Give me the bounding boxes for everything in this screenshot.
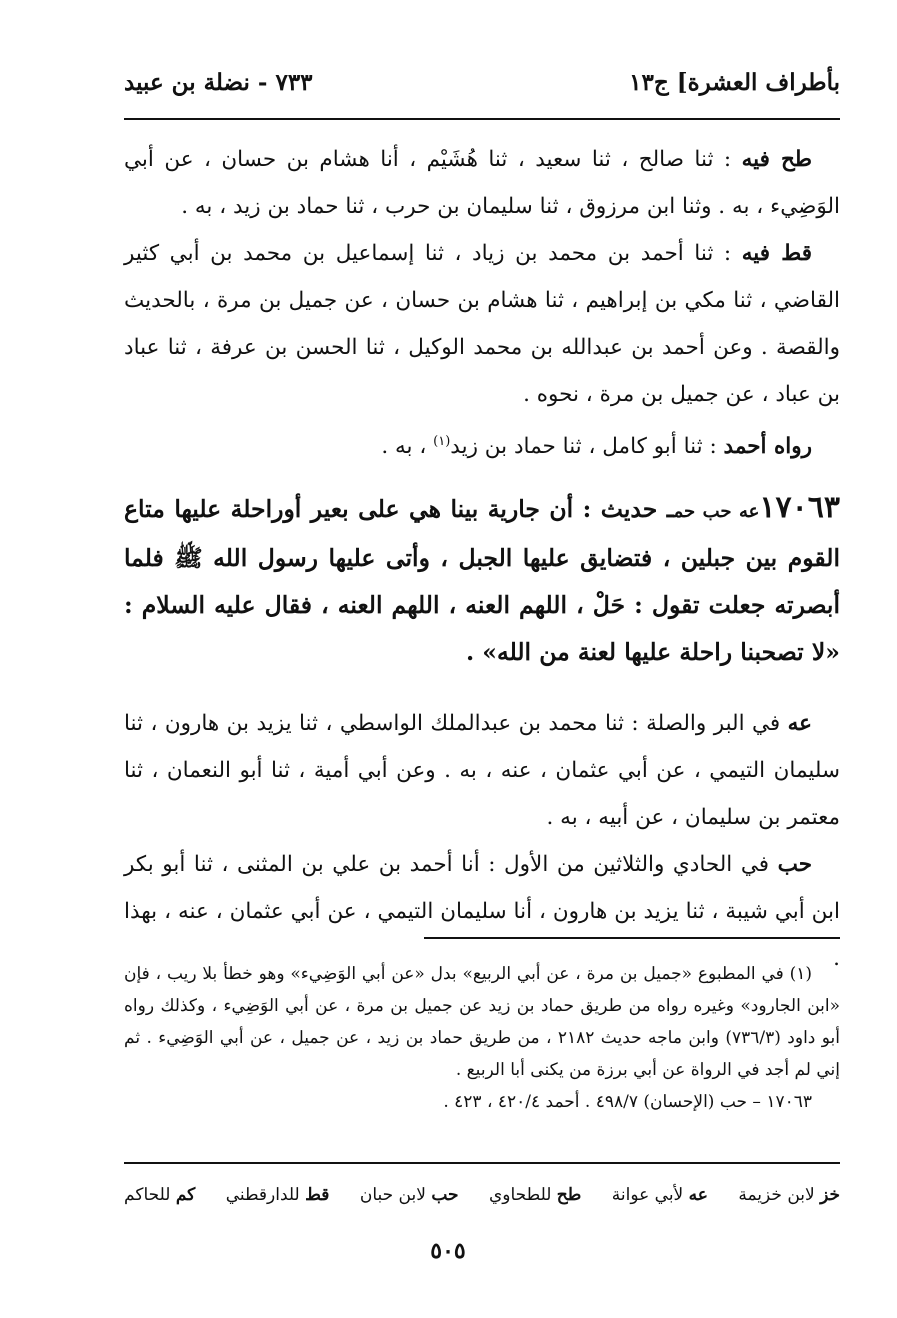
paragraph-lead: حب — [777, 851, 812, 877]
paragraph-text: : ثنا أبو كامل ، ثنا حماد بن زيد — [450, 434, 724, 460]
footnotes — [124, 958, 840, 1118]
paragraph-abu-awana — [124, 700, 840, 841]
running-header — [124, 62, 840, 102]
hadith-text: ـ حديث : أن جارية بينا هي على بعير أوراحلة عليها متاع القوم بين جبلين ، فتضايق عليها الجبل ، وأتى عليها رسول الله ﷺ فلما أبصرته جعلت تقول : حَلْ ، اللهم العنه ، اللهم العنه ، فقال عليه السلام : «لا تصحبنا راحلة عليها لعنة من الله» . — [124, 495, 840, 667]
legend-item: قط للدارقطني — [225, 1185, 330, 1205]
header-book-title: بأطراف العشرة] ج١٣ — [629, 68, 840, 96]
legend-item: طح للطحاوي — [488, 1185, 582, 1205]
paragraph-lead: قط فيه — [741, 241, 812, 266]
legend-item: حب لابن حبان — [359, 1185, 459, 1205]
paragraph-text: : ثنا صالح ، ثنا سعيد ، ثنا هُشَيْم ، أنا هشام بن حسان ، عن أبي الوَضِيء ، به . وثنا ابن مرزوق ، ثنا سليمان بن حرب ، ثنا حماد بن زيد ، به . — [124, 147, 840, 219]
footnote-1: (١) في المطبوع «جميل بن مرة ، عن أبي الربيع» بدل «عن أبي الوَضِيء» وهو خطأ بلا ريب ، فإن «ابن الجارود» وغيره رواه من طريق حماد بن زيد عن جميل بن مرة ، عن أبي الوَضِيء ، وكذلك رواه أبو داود (٧٣٦/٣) وابن ماجه حديث ٢١٨٢ ، من طريق حماد بن زيد ، عن جميل ، عن أبي الوَضِيء . ثم إني لم أجد في الرواة عن أبي برزة من يكنى أبا الربيع . — [124, 964, 840, 1080]
paragraph-tahawi — [124, 136, 840, 230]
footnote-rule — [424, 937, 840, 939]
paragraph-lead: عه — [787, 710, 812, 736]
paragraph-lead: طح فيه — [741, 147, 812, 172]
hadith-number: ١٧٠٦٣ — [759, 490, 840, 526]
legend-rule — [124, 1162, 840, 1164]
page-number: ٥٠٥ — [430, 1238, 466, 1264]
footnote-hadith-refs: ١٧٠٦٣ – حب (الإحسان) ٤٩٨/٧ . أحمد ٤٢٠/٤ ، ٤٢٣ . — [443, 1092, 812, 1112]
hadith-entry — [124, 484, 840, 676]
paragraph-tail: ، به . — [381, 434, 434, 460]
header-section-title: ٧٣٣ - نضلة بن عبيد — [124, 68, 313, 96]
paragraph-ahmad — [124, 418, 840, 470]
main-text — [124, 136, 840, 982]
paragraph-text: في الحادي والثلاثين من الأول : أنا أحمد بن علي بن المثنى ، ثنا أبو بكر ابن أبي شيبة ، ثنا يزيد بن هارون ، أنا سليمان التيمي ، عن أبي عثمان ، عنه ، بهذا . — [124, 851, 840, 971]
paragraph-text: : ثنا أحمد بن محمد بن زياد ، ثنا إسماعيل بن محمد بن أبي كثير القاضي ، ثنا مكي بن إبراهيم ، ثنا هشام بن حسان ، عن جميل بن مرة ، بالحديث والقصة . وعن أحمد بن عبدالله بن محمد الوكيل ، ثنا الحسن بن عرفة ، ثنا عباد بن عباد ، عن جميل بن مرة ، نحوه . — [124, 241, 840, 407]
footnote-ref[interactable]: (١) — [433, 434, 451, 449]
paragraph-text: في البر والصلة : ثنا محمد بن عبدالملك الواسطي ، ثنا يزيد بن هارون ، ثنا سليمان التيمي ، عن أبي عثمان ، عنه ، به . وعن أبي أمية ، ثنا أبو النعمان ، ثنا معتمر بن سليمان ، عن أبيه ، به . — [124, 710, 840, 830]
hadith-source-symbols: عه حب حم — [673, 501, 760, 523]
header-rule — [124, 118, 840, 120]
paragraph-daraqutni — [124, 230, 840, 418]
abbreviation-legend — [124, 1178, 840, 1212]
legend-item: كم للحاكم — [124, 1185, 196, 1205]
legend-item: خز لابن خزيمة — [738, 1185, 840, 1205]
paragraph-lead: رواه أحمد — [723, 434, 812, 460]
legend-item: عه لأبي عوانة — [611, 1185, 708, 1205]
